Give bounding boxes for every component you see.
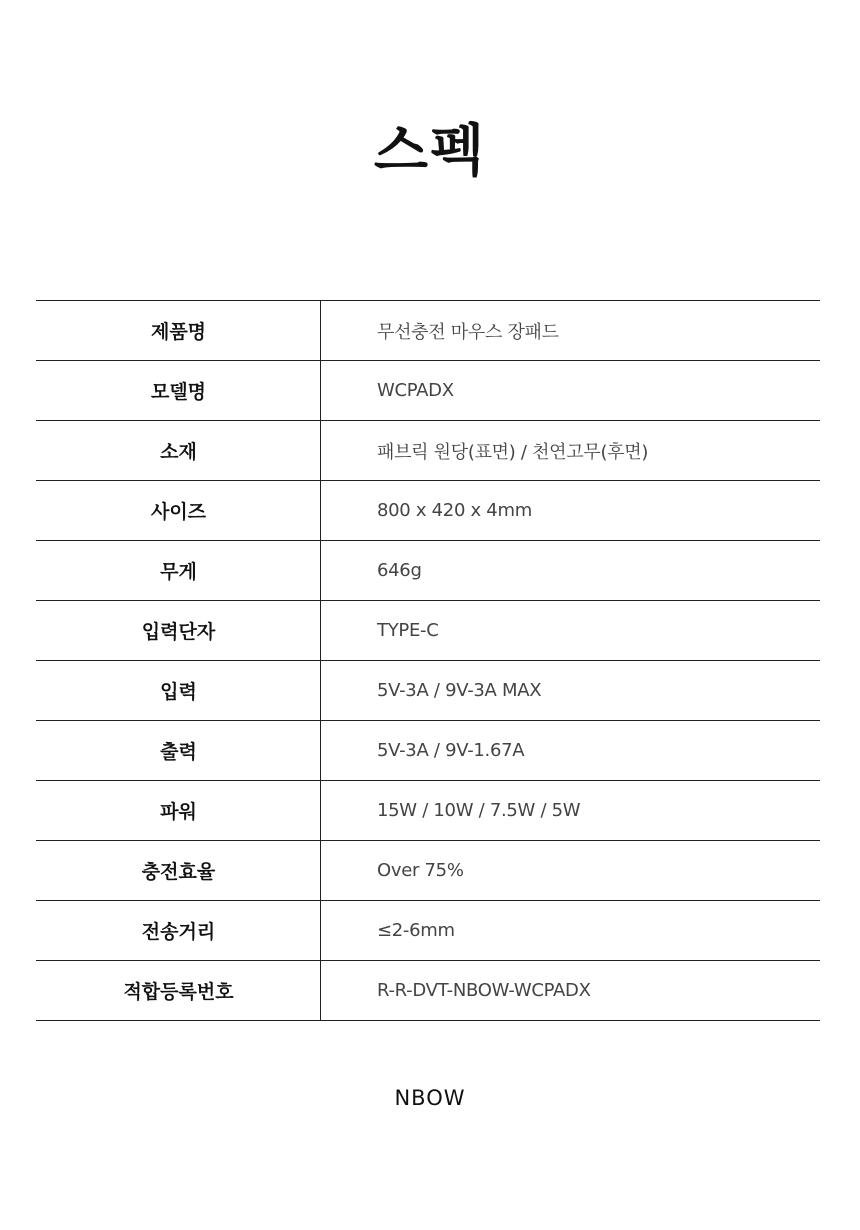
spec-value: 패브릭 원당(표면) / 천연고무(후면) <box>377 441 649 463</box>
spec-label: 모델명 <box>36 361 321 420</box>
spec-row-charging-efficiency <box>36 841 820 901</box>
spec-row-model-name <box>36 361 820 421</box>
spec-row-material <box>36 421 820 481</box>
spec-row-power <box>36 781 820 841</box>
spec-value: 800 x 420 x 4mm <box>377 500 532 521</box>
spec-row-size <box>36 481 820 541</box>
spec-row-input <box>36 661 820 721</box>
page-title: 스펙 <box>373 119 487 184</box>
spec-label: 전송거리 <box>36 901 321 960</box>
spec-label: 입력 <box>36 661 321 720</box>
spec-value: ≤2-6mm <box>377 920 455 941</box>
spec-row-weight <box>36 541 820 601</box>
spec-label: 파워 <box>36 781 321 840</box>
spec-label: 입력단자 <box>36 601 321 660</box>
spec-row-output <box>36 721 820 781</box>
spec-value: 5V-3A / 9V-3A MAX <box>377 680 542 701</box>
spec-value: 15W / 10W / 7.5W / 5W <box>377 800 581 821</box>
spec-label: 충전효율 <box>36 841 321 900</box>
brand-logo: NBOW <box>394 1086 466 1110</box>
spec-label: 소재 <box>36 421 321 480</box>
spec-value: R-R-DVT-NBOW-WCPADX <box>377 980 591 1001</box>
spec-row-certification-number <box>36 961 820 1021</box>
spec-row-input-port <box>36 601 820 661</box>
spec-row-product-name <box>36 301 820 361</box>
spec-label: 무게 <box>36 541 321 600</box>
spec-value: 무선충전 마우스 장패드 <box>377 321 559 343</box>
spec-table <box>36 300 820 1021</box>
spec-label: 출력 <box>36 721 321 780</box>
spec-value: TYPE-C <box>377 620 439 641</box>
spec-label: 제품명 <box>36 301 321 360</box>
spec-label: 사이즈 <box>36 481 321 540</box>
spec-value: 5V-3A / 9V-1.67A <box>377 740 525 761</box>
spec-row-transmission-distance <box>36 901 820 961</box>
spec-value: Over 75% <box>377 860 464 881</box>
spec-label: 적합등록번호 <box>36 961 321 1020</box>
spec-value: 646g <box>377 560 422 581</box>
spec-value: WCPADX <box>377 380 454 401</box>
